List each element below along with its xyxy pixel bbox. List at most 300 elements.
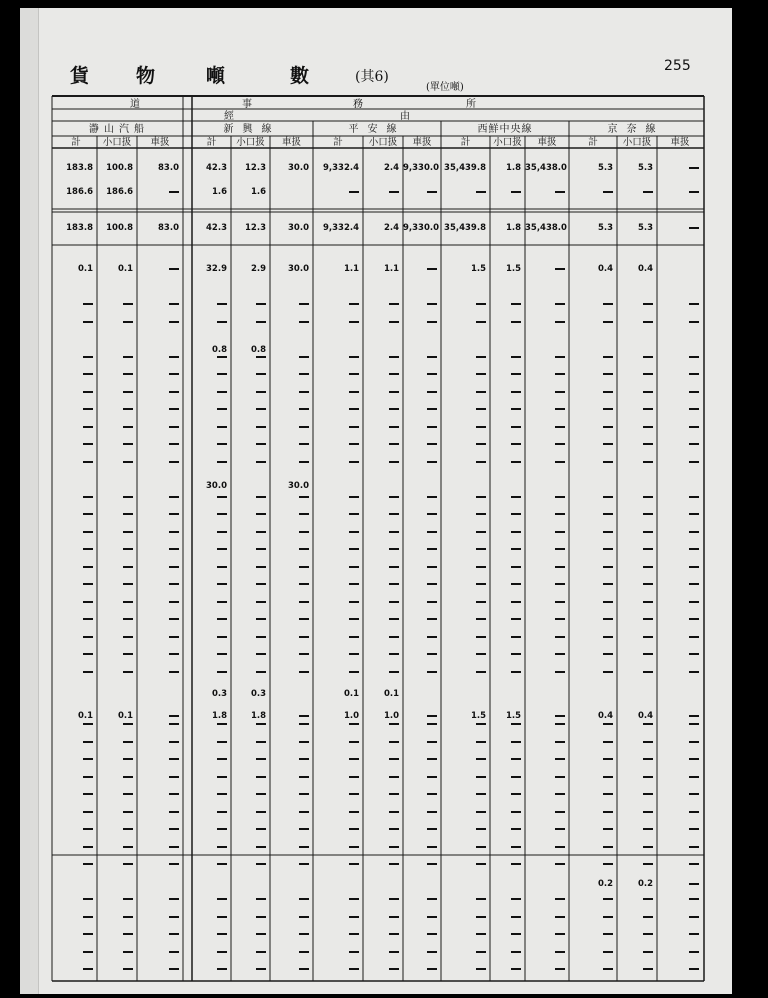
table-cell-dash — [476, 356, 486, 358]
table-cell-dash — [555, 741, 565, 743]
table-cell-dash — [349, 863, 359, 865]
table-cell-dash — [123, 618, 133, 620]
table-cell-dash — [123, 391, 133, 393]
table-cell-dash — [555, 461, 565, 463]
table-cell-dash — [349, 461, 359, 463]
table-cell-dash — [389, 373, 399, 375]
table-cell-dash — [511, 566, 521, 568]
table-cell-dash — [123, 653, 133, 655]
header-char: 事 — [242, 99, 252, 110]
table-cell-dash — [427, 828, 437, 830]
table-cell: 0.1 — [117, 711, 133, 721]
table-cell-dash — [689, 636, 699, 638]
table-cell-dash — [123, 601, 133, 603]
table-cell-dash — [555, 443, 565, 445]
table-cell-dash — [476, 548, 486, 550]
table-cell: 9,332.4 — [322, 163, 359, 173]
table-cell-dash — [643, 968, 653, 970]
table-cell-dash — [689, 951, 699, 953]
table-cell-dash — [555, 566, 565, 568]
table-cell-dash — [643, 758, 653, 760]
table-cell-dash — [217, 461, 227, 463]
table-cell-dash — [256, 968, 266, 970]
table-cell-dash — [476, 601, 486, 603]
table-cell-dash — [427, 191, 437, 193]
table-cell: 0.2 — [597, 879, 613, 889]
subcol-header: 計 — [71, 137, 81, 148]
table-cell-dash — [603, 321, 613, 323]
table-cell-dash — [217, 933, 227, 935]
table-cell-dash — [299, 846, 309, 848]
table-cell-dash — [349, 391, 359, 393]
table-cell-dash — [389, 583, 399, 585]
table-cell-dash — [689, 408, 699, 410]
table-cell-dash — [169, 653, 179, 655]
table-cell-dash — [256, 758, 266, 760]
table-cell-dash — [643, 566, 653, 568]
table-cell-dash — [256, 793, 266, 795]
table-cell: 183.8 — [66, 223, 93, 233]
table-cell-dash — [299, 356, 309, 358]
table-cell-dash — [643, 653, 653, 655]
table-cell-dash — [511, 531, 521, 533]
table-cell-dash — [476, 828, 486, 830]
table-cell-dash — [555, 618, 565, 620]
table-cell: 12.3 — [245, 163, 266, 173]
table-cell-dash — [349, 321, 359, 323]
table-cell-dash — [217, 898, 227, 900]
table-cell-dash — [123, 846, 133, 848]
table-cell-dash — [511, 846, 521, 848]
table-cell-dash — [603, 583, 613, 585]
table-cell-dash — [643, 496, 653, 498]
table-cell-dash — [349, 776, 359, 778]
table-cell-dash — [555, 548, 565, 550]
table-cell-dash — [217, 741, 227, 743]
table-cell-dash — [256, 916, 266, 918]
table-cell-dash — [476, 461, 486, 463]
table-cell-dash — [476, 916, 486, 918]
table-cell-dash — [349, 828, 359, 830]
table-cell: 0.4 — [597, 264, 613, 274]
table-cell-dash — [555, 898, 565, 900]
subcol-header: 車扱 — [412, 137, 432, 148]
subcol-header: 小口扱 — [368, 137, 398, 148]
table-cell-dash — [123, 496, 133, 498]
table-cell-dash — [299, 583, 309, 585]
table-cell-dash — [427, 951, 437, 953]
table-cell-dash — [217, 548, 227, 550]
table-cell: 0.4 — [597, 711, 613, 721]
table-cell-dash — [603, 636, 613, 638]
table-cell-dash — [256, 828, 266, 830]
table-cell-dash — [299, 828, 309, 830]
table-cell-dash — [123, 636, 133, 638]
table-cell-dash — [555, 758, 565, 760]
table-cell-dash — [169, 268, 179, 270]
table-cell-dash — [217, 391, 227, 393]
table-cell-dash — [349, 793, 359, 795]
table-cell-dash — [299, 741, 309, 743]
table-cell-dash — [123, 408, 133, 410]
table-cell-dash — [349, 303, 359, 305]
table-cell-dash — [555, 653, 565, 655]
table-cell-dash — [476, 933, 486, 935]
table-cell-dash — [389, 408, 399, 410]
table-cell-dash — [511, 618, 521, 620]
table-cell-dash — [389, 723, 399, 725]
table-cell-dash — [511, 601, 521, 603]
table-cell-dash — [643, 636, 653, 638]
table-cell-dash — [511, 933, 521, 935]
table-cell-dash — [689, 933, 699, 935]
table-cell-dash — [689, 653, 699, 655]
table-cell: 0.3 — [250, 689, 266, 699]
table-cell-dash — [689, 167, 699, 169]
table-cell: 35,438.0 — [525, 223, 567, 233]
table-cell-dash — [169, 496, 179, 498]
table-cell-dash — [349, 951, 359, 953]
table-cell-dash — [689, 811, 699, 813]
table-cell-dash — [511, 898, 521, 900]
table-cell-dash — [427, 793, 437, 795]
table-cell-dash — [603, 741, 613, 743]
table-cell-dash — [217, 811, 227, 813]
table-cell-dash — [83, 496, 93, 498]
table-cell-dash — [217, 408, 227, 410]
table-cell-dash — [169, 951, 179, 953]
table-cell-dash — [349, 741, 359, 743]
table-cell-dash — [389, 461, 399, 463]
title-char: 貨 — [70, 65, 90, 87]
table-cell-dash — [643, 303, 653, 305]
table-cell-dash — [389, 443, 399, 445]
table-cell: 0.8 — [211, 345, 227, 355]
subcol-header: 小口扱 — [622, 137, 652, 148]
table-cell-dash — [256, 601, 266, 603]
table-cell-dash — [123, 321, 133, 323]
table-cell-dash — [169, 391, 179, 393]
table-cell-dash — [476, 191, 486, 193]
table-cell-dash — [389, 303, 399, 305]
table-cell-dash — [476, 321, 486, 323]
table-cell-dash — [389, 898, 399, 900]
table-cell: 1.5 — [470, 264, 486, 274]
table-cell: 1.1 — [383, 264, 399, 274]
table-cell-dash — [299, 566, 309, 568]
table-cell-dash — [603, 443, 613, 445]
table-cell-dash — [299, 951, 309, 953]
table-cell-dash — [349, 933, 359, 935]
table-cell: 1.5 — [505, 711, 521, 721]
table-cell-dash — [643, 601, 653, 603]
table-cell-dash — [476, 863, 486, 865]
table-cell-dash — [217, 531, 227, 533]
table-cell-dash — [83, 846, 93, 848]
table-cell-dash — [643, 723, 653, 725]
table-cell-dash — [256, 566, 266, 568]
table-cell-dash — [299, 426, 309, 428]
table-cell-dash — [169, 426, 179, 428]
table-cell: 2.9 — [250, 264, 266, 274]
table-cell-dash — [555, 636, 565, 638]
subcol-header: 車扱 — [537, 137, 557, 148]
table-cell-dash — [349, 566, 359, 568]
table-cell-dash — [689, 601, 699, 603]
table-cell-dash — [169, 303, 179, 305]
table-cell-dash — [349, 373, 359, 375]
table-cell-dash — [555, 723, 565, 725]
table-cell-dash — [256, 356, 266, 358]
table-cell-dash — [476, 671, 486, 673]
table-cell-dash — [389, 618, 399, 620]
table-cell-dash — [299, 811, 309, 813]
table-cell-dash — [555, 583, 565, 585]
table-cell-dash — [603, 933, 613, 935]
table-cell-dash — [123, 548, 133, 550]
table-cell-dash — [603, 513, 613, 515]
table-cell-dash — [511, 583, 521, 585]
table-cell: 5.3 — [597, 163, 613, 173]
table-cell: 0.2 — [637, 879, 653, 889]
table-cell-dash — [299, 968, 309, 970]
table-cell-dash — [603, 373, 613, 375]
table-cell-dash — [427, 496, 437, 498]
table-cell: 1.1 — [343, 264, 359, 274]
table-cell-dash — [427, 741, 437, 743]
table-cell-dash — [349, 583, 359, 585]
table-cell-dash — [476, 373, 486, 375]
table-cell-dash — [427, 583, 437, 585]
table-cell-dash — [123, 933, 133, 935]
table-cell: 42.3 — [206, 223, 227, 233]
header-char: 由 — [400, 111, 410, 122]
table-cell: 0.8 — [250, 345, 266, 355]
table-cell-dash — [603, 531, 613, 533]
table-cell-dash — [427, 391, 437, 393]
table-cell-dash — [389, 863, 399, 865]
table-cell-dash — [83, 811, 93, 813]
table-cell-dash — [169, 513, 179, 515]
table-cell-dash — [83, 531, 93, 533]
table-cell: 2.4 — [383, 223, 399, 233]
table-cell-dash — [689, 566, 699, 568]
table-cell-dash — [299, 933, 309, 935]
title-char: 物 — [136, 65, 156, 87]
table-cell-dash — [555, 303, 565, 305]
table-cell-dash — [689, 426, 699, 428]
table-cell: 1.5 — [505, 264, 521, 274]
table-cell-dash — [256, 723, 266, 725]
table-cell-dash — [217, 846, 227, 848]
subcol-header: 車扱 — [150, 137, 170, 148]
table-cell-dash — [299, 496, 309, 498]
table-cell-dash — [123, 426, 133, 428]
table-cell-dash — [427, 811, 437, 813]
table-cell: 0.1 — [343, 689, 359, 699]
title-char: 數 — [290, 65, 310, 87]
table-cell-dash — [217, 758, 227, 760]
table-cell: 9,330.0 — [403, 163, 440, 173]
table-cell-dash — [169, 811, 179, 813]
table-cell-dash — [689, 793, 699, 795]
table-cell-dash — [476, 846, 486, 848]
table-cell-dash — [511, 391, 521, 393]
table-cell-dash — [643, 373, 653, 375]
table-cell-dash — [603, 461, 613, 463]
table-cell-dash — [349, 531, 359, 533]
table-cell-dash — [169, 776, 179, 778]
table-cell-dash — [689, 715, 699, 717]
table-cell-dash — [256, 863, 266, 865]
table-cell-dash — [603, 671, 613, 673]
table-cell-dash — [256, 741, 266, 743]
table-cell-dash — [689, 391, 699, 393]
table-cell-dash — [427, 653, 437, 655]
table-cell-dash — [349, 513, 359, 515]
table-cell-dash — [689, 968, 699, 970]
table-cell-dash — [123, 566, 133, 568]
table-cell-dash — [476, 968, 486, 970]
table-cell-dash — [511, 408, 521, 410]
table-cell-dash — [299, 636, 309, 638]
table-cell-dash — [427, 601, 437, 603]
table-cell-dash — [217, 373, 227, 375]
table-cell-dash — [299, 391, 309, 393]
table-cell-dash — [643, 916, 653, 918]
table-cell: 30.0 — [288, 223, 309, 233]
table-cell-dash — [83, 618, 93, 620]
table-cell-dash — [217, 671, 227, 673]
table-cell-dash — [83, 303, 93, 305]
table-cell-dash — [123, 916, 133, 918]
header-char: 經 — [224, 111, 234, 122]
table-cell-dash — [427, 531, 437, 533]
table-cell-dash — [643, 898, 653, 900]
header-char: 務 — [353, 99, 363, 110]
table-cell-dash — [217, 513, 227, 515]
table-cell-dash — [689, 723, 699, 725]
table-cell-dash — [123, 741, 133, 743]
table-cell: 32.9 — [206, 264, 227, 274]
table-cell-dash — [511, 828, 521, 830]
table-cell-dash — [643, 933, 653, 935]
table-cell-dash — [689, 443, 699, 445]
table-cell-dash — [256, 671, 266, 673]
table-cell-dash — [169, 321, 179, 323]
table-cell: 1.0 — [343, 711, 359, 721]
table-cell-dash — [476, 513, 486, 515]
table-cell-dash — [427, 715, 437, 717]
table-cell-dash — [689, 863, 699, 865]
table-cell-dash — [217, 828, 227, 830]
table-cell-dash — [256, 531, 266, 533]
table-cell-dash — [299, 548, 309, 550]
table-cell-dash — [169, 408, 179, 410]
table-cell-dash — [83, 513, 93, 515]
table-cell: 30.0 — [288, 163, 309, 173]
table-cell-dash — [389, 636, 399, 638]
table-cell-dash — [555, 916, 565, 918]
table-cell-dash — [83, 653, 93, 655]
table-cell-dash — [389, 321, 399, 323]
table-cell-dash — [256, 391, 266, 393]
table-cell-dash — [476, 898, 486, 900]
table-cell: 1.5 — [470, 711, 486, 721]
table-cell-dash — [256, 461, 266, 463]
table-cell-dash — [123, 303, 133, 305]
table-cell-dash — [349, 191, 359, 193]
table-cell-dash — [123, 898, 133, 900]
table-cell-dash — [123, 356, 133, 358]
table-cell-dash — [256, 426, 266, 428]
table-cell: 12.3 — [245, 223, 266, 233]
table-cell-dash — [299, 916, 309, 918]
table-cell-dash — [349, 408, 359, 410]
table-cell-dash — [169, 583, 179, 585]
table-cell-dash — [555, 793, 565, 795]
table-cell-dash — [603, 723, 613, 725]
table-cell-dash — [299, 408, 309, 410]
table-cell-dash — [643, 776, 653, 778]
table-cell-dash — [511, 653, 521, 655]
title-char: 噸 — [206, 65, 226, 87]
title-note: (其6) — [355, 69, 389, 85]
table-cell: 0.1 — [77, 711, 93, 721]
table-cell-dash — [217, 916, 227, 918]
table-cell-dash — [555, 951, 565, 953]
table-cell: 35,439.8 — [444, 223, 486, 233]
table-cell-dash — [389, 793, 399, 795]
subcol-header: 小口扱 — [102, 137, 132, 148]
table-cell-dash — [256, 321, 266, 323]
table-cell-dash — [389, 916, 399, 918]
table-cell-dash — [643, 408, 653, 410]
table-cell-dash — [169, 461, 179, 463]
table-cell-dash — [83, 898, 93, 900]
table-cell-dash — [555, 373, 565, 375]
table-cell-dash — [256, 408, 266, 410]
table-cell-dash — [169, 723, 179, 725]
table-cell-dash — [349, 811, 359, 813]
table-cell-dash — [427, 898, 437, 900]
table-cell-dash — [299, 601, 309, 603]
table-cell-dash — [555, 191, 565, 193]
table-cell-dash — [349, 653, 359, 655]
table-cell: 0.1 — [117, 264, 133, 274]
table-cell-dash — [427, 461, 437, 463]
table-cell-dash — [299, 443, 309, 445]
table-cell-dash — [123, 828, 133, 830]
table-cell-dash — [389, 741, 399, 743]
table-cell: 2.4 — [383, 163, 399, 173]
table-cell-dash — [299, 618, 309, 620]
table-cell-dash — [256, 636, 266, 638]
subcol-header: 車扱 — [281, 137, 301, 148]
table-cell-dash — [217, 601, 227, 603]
table-cell-dash — [123, 968, 133, 970]
table-cell-dash — [123, 531, 133, 533]
table-cell-dash — [349, 671, 359, 673]
table-cell-dash — [603, 618, 613, 620]
table-cell-dash — [555, 933, 565, 935]
subcol-header: 計 — [333, 137, 343, 148]
table-cell-dash — [555, 391, 565, 393]
table-cell-dash — [256, 548, 266, 550]
table-cell-dash — [217, 356, 227, 358]
table-cell-dash — [476, 443, 486, 445]
table-cell-dash — [256, 373, 266, 375]
